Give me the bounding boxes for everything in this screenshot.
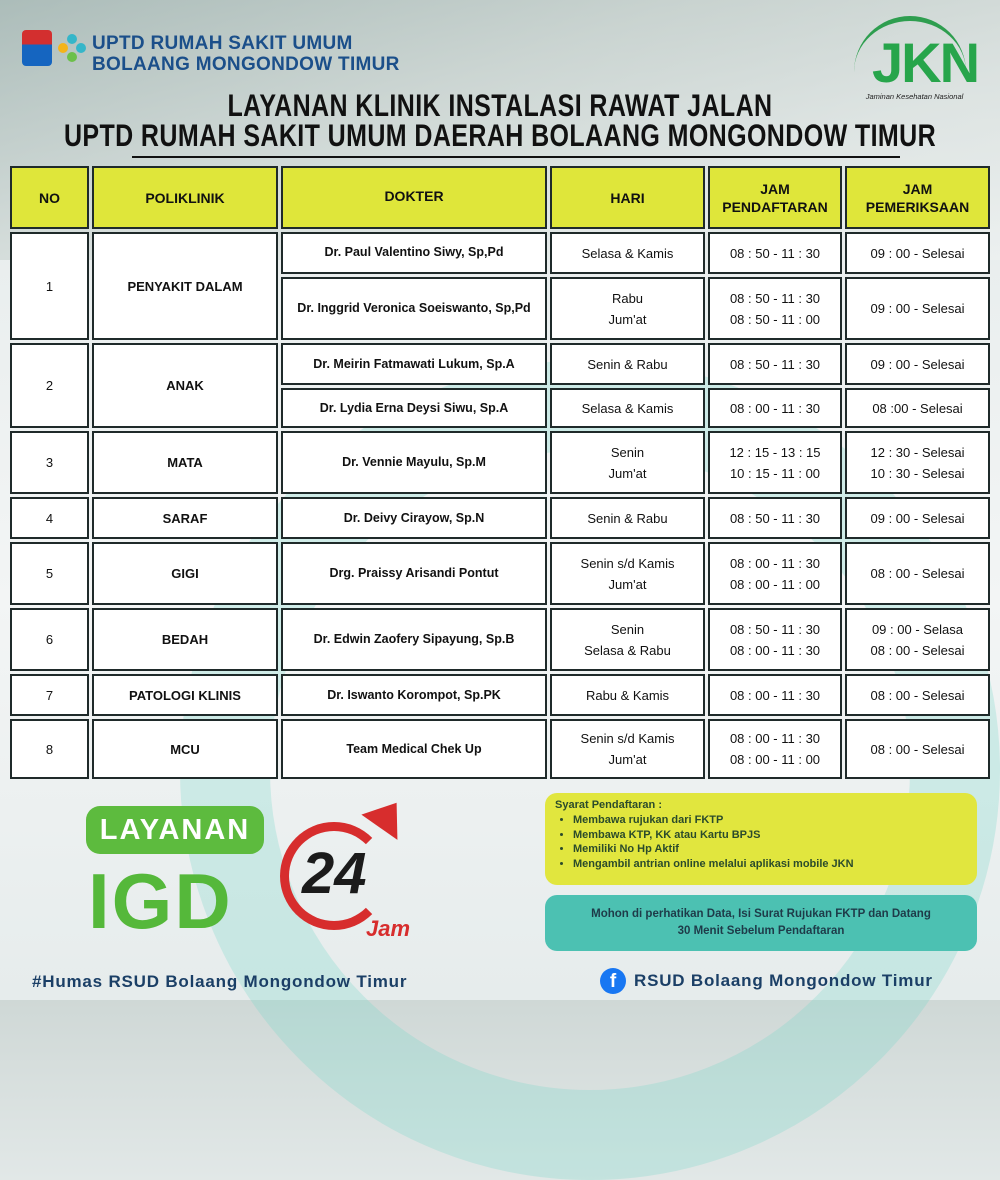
header-no-label: NO [39, 189, 60, 206]
group-2-poliklinik [92, 343, 278, 428]
header-no [10, 166, 89, 229]
header-hari [550, 166, 705, 229]
list-item: • Mengambil antrian online melalui aplikasi mobile JKN [573, 857, 967, 872]
hospital-name-line1: UPTD RUMAH SAKIT UMUM [92, 33, 353, 54]
doctor-name: Dr. Lydia Erna Deysi Siwu, Sp.A [319, 400, 509, 415]
doctor-cell [281, 497, 547, 539]
registration-time-cell [708, 542, 842, 605]
examination-time-cell [845, 719, 990, 779]
doctor-cell [281, 431, 547, 494]
day-text: Senin [610, 621, 645, 637]
doctor-name: Dr. Iswanto Korompot, Sp.PK [327, 687, 501, 702]
doctor-name: Dr. Vennie Mayulu, Sp.M [342, 455, 486, 469]
group-5-no [10, 542, 89, 605]
day-cell [550, 343, 705, 385]
group-no: 2 [45, 378, 54, 393]
examination-time-cell [845, 497, 990, 539]
doctor-name: Dr. Edwin Zaofery Sipayung, Sp.B [313, 632, 515, 646]
header-jam-pemeriksaan [845, 166, 990, 229]
group-6-no [10, 608, 89, 671]
examination-time-cell [845, 608, 990, 671]
ministry-health-logo-icon [58, 34, 86, 62]
poliklinik-name: GIGI [171, 566, 199, 581]
day-text: Selasa & Rabu [584, 642, 671, 658]
poliklinik-name: MCU [170, 741, 200, 757]
group-4-no [10, 497, 89, 539]
doctor-name: Dr. Inggrid Veronica Soeiswanto, Sp,Pd [297, 301, 531, 315]
poliklinik-name: PATOLOGI KLINIS [129, 687, 241, 703]
day-text: Jum'at [608, 465, 647, 481]
group-6-poliklinik [92, 608, 278, 671]
group-8-no [10, 719, 89, 779]
igd-label: IGD [88, 857, 233, 945]
day-text: Rabu [611, 290, 644, 306]
examination-time: 09 : 00 - Selesai [870, 510, 965, 526]
examination-time-cell [845, 343, 990, 385]
registration-time-cell [708, 388, 842, 428]
facebook-icon: f [600, 968, 626, 994]
header-jam-daftar-line1: JAM [760, 180, 790, 197]
group-5-poliklinik [92, 542, 278, 605]
notice-box [545, 895, 977, 951]
registration-time: 08 : 00 - 11 : 30 [729, 687, 821, 703]
registration-time-cell [708, 719, 842, 779]
header-jam-periksa-line2: PEMERIKSAAN [865, 198, 970, 215]
doctor-cell [281, 719, 547, 779]
poliklinik-name: ANAK [166, 378, 204, 393]
day-text: Senin s/d Kamis [580, 555, 675, 571]
doctor-cell [281, 277, 547, 340]
doctor-cell [281, 674, 547, 716]
header-dokter [281, 166, 547, 229]
doctor-cell [281, 343, 547, 385]
poliklinik-name: MATA [167, 455, 203, 470]
header-hari-label: HARI [610, 189, 645, 206]
header-dokter-label: DOKTER [384, 188, 444, 204]
jkn-caption: Jaminan Kesehatan Nasional [865, 92, 964, 101]
requirements-title: Syarat Pendaftaran : [555, 799, 662, 811]
igd-24-jam-badge [80, 800, 430, 960]
registration-time-cell [708, 431, 842, 494]
day-cell [550, 232, 705, 274]
day-text: Selasa & Kamis [581, 400, 674, 416]
group-4-poliklinik [92, 497, 278, 539]
registration-time: 10 : 15 - 11 : 00 [729, 465, 821, 481]
group-1-poliklinik [92, 232, 278, 340]
examination-time: 09 : 00 - Selesai [870, 301, 965, 316]
day-cell [550, 674, 705, 716]
examination-time-cell [845, 674, 990, 716]
doctor-name: Team Medical Chek Up [346, 741, 482, 756]
registration-time-cell [708, 497, 842, 539]
header-logos [22, 30, 86, 66]
group-3-no [10, 431, 89, 494]
doctor-name: Dr. Paul Valentino Siwy, Sp,Pd [324, 245, 504, 259]
group-no: 8 [45, 741, 54, 757]
day-text: Jum'at [608, 752, 647, 767]
registration-time: 08 : 50 - 11 : 00 [729, 311, 821, 327]
day-text: Senin & Rabu [587, 356, 668, 372]
day-cell [550, 719, 705, 779]
registration-time: 08 : 50 - 11 : 30 [729, 621, 821, 637]
examination-time: 09 : 00 - Selesai [870, 245, 965, 261]
day-cell [550, 277, 705, 340]
examination-time: 10 : 30 - Selesai [870, 465, 965, 481]
header-poliklinik [92, 166, 278, 229]
examination-time: 09 : 00 - Selasa [871, 621, 964, 637]
day-cell [550, 431, 705, 494]
group-3-poliklinik [92, 431, 278, 494]
poliklinik-name: SARAF [162, 510, 208, 526]
header-jam-pendaftaran [708, 166, 842, 229]
day-text: Senin s/d Kamis [580, 731, 675, 746]
page-title-line2: UPTD RUMAH SAKIT UMUM DAERAH BOLAANG MONGONDOW TIMUR [63, 118, 937, 154]
registration-time: 08 : 00 - 11 : 00 [729, 576, 821, 592]
requirements-list [555, 813, 967, 871]
igd-jam-label: Jam [366, 916, 411, 941]
day-text: Senin [610, 444, 645, 460]
doctor-cell [281, 388, 547, 428]
footer-hashtag[interactable]: #Humas RSUD Bolaang Mongondow Timur [32, 972, 408, 991]
poliklinik-name: BEDAH [161, 632, 209, 647]
examination-time: 12 : 30 - Selesai [870, 444, 965, 460]
jkn-logo-text: JKN [872, 31, 979, 94]
group-no: 3 [45, 455, 54, 470]
day-cell [550, 388, 705, 428]
examination-time: 08 : 00 - Selesai [870, 741, 965, 757]
group-7-no [10, 674, 89, 716]
registration-time: 08 : 50 - 11 : 30 [729, 290, 821, 306]
list-item: • Membawa KTP, KK atau Kartu BPJS [573, 828, 967, 843]
examination-time-cell [845, 431, 990, 494]
registration-time-cell [708, 343, 842, 385]
examination-time: 08 : 00 - Selesai [870, 642, 965, 658]
hospital-name [92, 33, 400, 75]
regency-emblem-icon [22, 30, 52, 66]
registration-time: 08 : 00 - 11 : 30 [729, 731, 821, 746]
day-cell [550, 542, 705, 605]
header-jam-periksa-line1: JAM [902, 180, 933, 197]
facebook-page-name: RSUD Bolaang Mongondow Timur [634, 971, 933, 990]
examination-time: 09 : 00 - Selesai [870, 356, 965, 372]
examination-time-cell [845, 277, 990, 340]
doctor-name: Drg. Praissy Arisandi Pontut [329, 566, 499, 580]
day-cell [550, 608, 705, 671]
registration-time: 12 : 15 - 13 : 15 [729, 444, 821, 460]
doctor-cell [281, 542, 547, 605]
igd-layanan-label: LAYANAN [86, 806, 264, 854]
page-title-line1: LAYANAN KLINIK INSTALASI RAWAT JALAN [227, 88, 773, 124]
group-8-poliklinik [92, 719, 278, 779]
registration-time: 08 : 00 - 11 : 30 [729, 555, 821, 571]
poliklinik-name: PENYAKIT DALAM [127, 278, 243, 294]
igd-24-number: 24 [302, 841, 367, 906]
day-text: Jum'at [608, 311, 647, 327]
hospital-name-line2: BOLAANG MONGONDOW TIMUR [92, 54, 400, 75]
registration-time: 08 : 00 - 11 : 00 [729, 752, 821, 767]
notice-line2: 30 Menit Sebelum Pendaftaran [677, 925, 845, 937]
day-text: Rabu & Kamis [585, 687, 670, 703]
header-jam-daftar-line2: PENDAFTARAN [722, 198, 828, 215]
day-text: Senin & Rabu [587, 510, 668, 526]
day-cell [550, 497, 705, 539]
registration-time: 08 : 50 - 11 : 30 [729, 510, 821, 526]
group-no: 7 [45, 687, 54, 703]
examination-time: 08 : 00 - Selesai [870, 566, 965, 581]
group-no: 4 [45, 510, 54, 526]
registration-time-cell [708, 608, 842, 671]
examination-time-cell [845, 232, 990, 274]
registration-time-cell [708, 232, 842, 274]
group-7-poliklinik [92, 674, 278, 716]
registration-time: 08 : 00 - 11 : 30 [729, 400, 821, 416]
notice-line1: Mohon di perhatikan Data, Isi Surat Rujukan FKTP dan Datang [591, 908, 931, 920]
registration-time-cell [708, 277, 842, 340]
registration-time-cell [708, 674, 842, 716]
title-underline [132, 156, 900, 158]
group-2-no [10, 343, 89, 428]
group-no: 5 [45, 566, 54, 581]
registration-time: 08 : 50 - 11 : 30 [729, 245, 821, 261]
examination-time-cell [845, 542, 990, 605]
registration-time: 08 : 50 - 11 : 30 [729, 356, 821, 372]
doctor-name: Dr. Deivy Cirayow, Sp.N [343, 510, 485, 525]
group-1-no [10, 232, 89, 340]
day-text: Jum'at [608, 576, 647, 592]
examination-time: 08 : 00 - Selesai [870, 687, 965, 703]
registration-requirements-box [545, 793, 977, 885]
registration-time: 08 : 00 - 11 : 30 [729, 642, 821, 658]
footer-facebook-link[interactable] [600, 968, 933, 994]
examination-time-cell [845, 388, 990, 428]
list-item: • Memiliki No Hp Aktif [573, 842, 967, 857]
examination-time: 08 :00 - Selesai [872, 400, 963, 416]
list-item: • Membawa rujukan dari FKTP [573, 813, 967, 828]
day-text: Selasa & Kamis [581, 245, 674, 261]
doctor-cell [281, 608, 547, 671]
group-no: 6 [45, 632, 54, 647]
header-poliklinik-label: POLIKLINIK [145, 189, 225, 206]
doctor-cell [281, 232, 547, 274]
doctor-name: Dr. Meirin Fatmawati Lukum, Sp.A [313, 356, 515, 371]
group-no: 1 [45, 278, 54, 294]
